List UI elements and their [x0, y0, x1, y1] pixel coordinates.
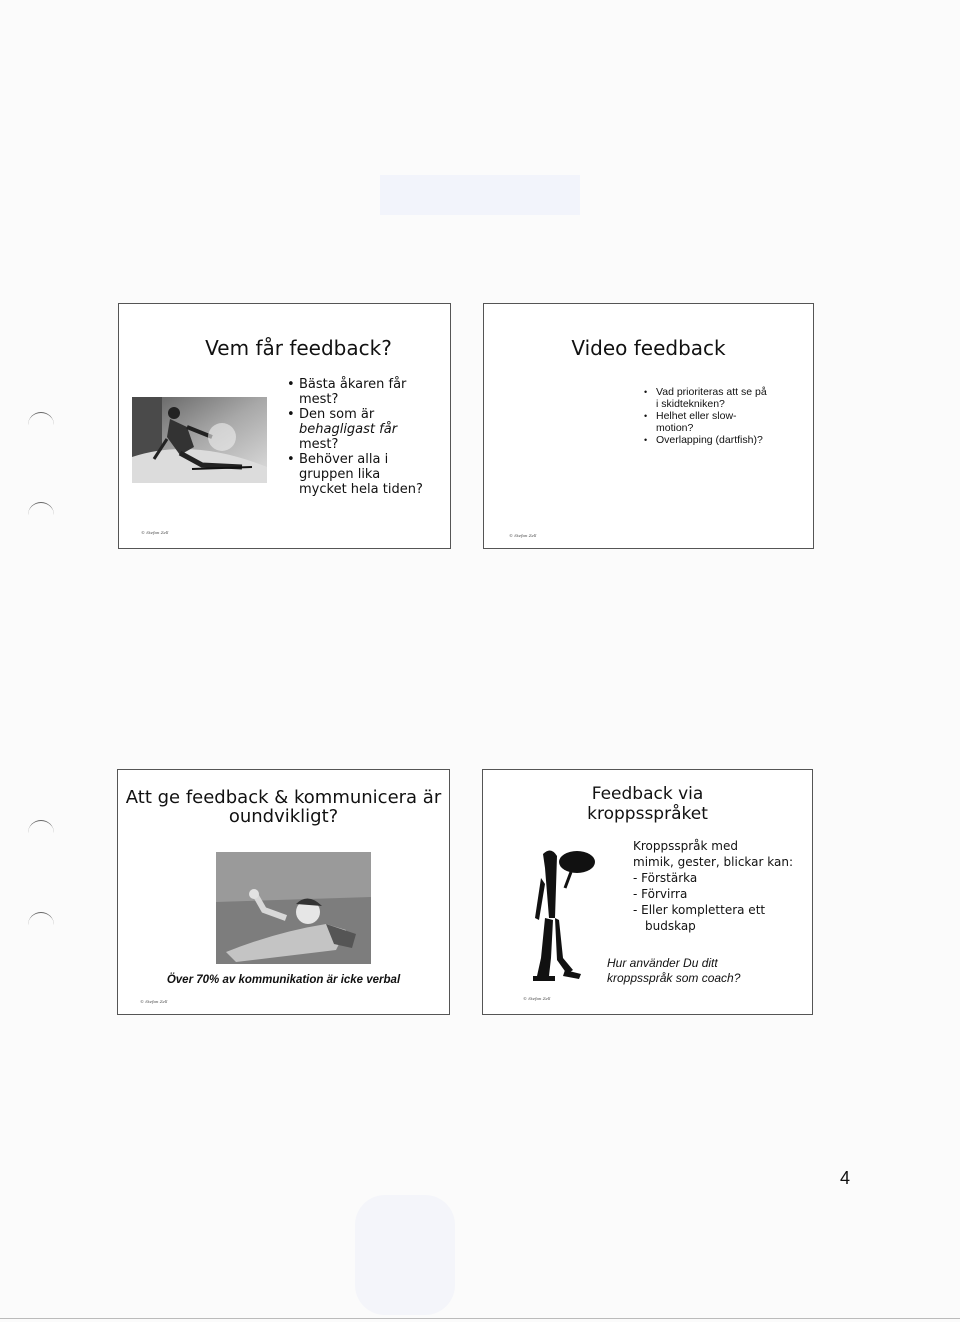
slide-4 — [482, 769, 813, 1015]
skier-photo — [132, 397, 267, 483]
punch-hole-mark — [28, 412, 54, 427]
caption: Över 70% av kommunikation är icke verbal — [166, 974, 401, 986]
copyright: © Stefan Zell — [140, 999, 168, 1004]
slide-3 — [117, 769, 450, 1015]
bullet-item: • Helhet eller slow- motion? — [642, 410, 767, 434]
bullet-item: • Behöver alla i gruppen lika mycket hela tiden? — [287, 452, 423, 497]
slide-title: Video feedback — [571, 336, 726, 360]
page-number: 4 — [840, 1168, 851, 1188]
bullet-item: • Overlapping (dartfish)? — [642, 434, 767, 446]
slide-title: Att ge feedback & kommunicera är oundvikligt? — [125, 787, 442, 827]
scan-smudge — [380, 175, 580, 215]
list-item: - Förstärka — [633, 871, 698, 885]
bent-figure-illustration — [521, 848, 601, 983]
scan-line — [0, 1318, 960, 1319]
slide-2 — [483, 303, 814, 549]
slide-1 — [118, 303, 451, 549]
bullet-list — [642, 386, 767, 446]
copyright: © Stefan Zell — [141, 530, 169, 535]
bullet-item: • Vad prioriteras att se på i skidtekniken? — [642, 386, 767, 410]
person-lying-on-grass-photo — [216, 852, 371, 964]
copyright: © Stefan Zell — [509, 533, 537, 538]
body-text: Kroppsspråk med mimik, gester, blickar kan: - Förstärka - Förvirra - Eller komplettera ett budskap — [633, 839, 793, 933]
list-item: - Eller komplettera ett — [633, 903, 766, 917]
bullet-list — [287, 377, 423, 497]
slide-title: Vem får feedback? — [205, 336, 392, 360]
bullet-item: • Bästa åkaren får mest? — [287, 377, 423, 407]
punch-hole-mark — [28, 820, 54, 835]
list-item: - Förvirra — [633, 887, 688, 901]
bullet-item: • Den som är behagligast får mest? — [287, 407, 423, 452]
copyright: © Stefan Zell — [523, 996, 551, 1001]
punch-hole-mark — [28, 912, 54, 927]
slide-title: Feedback via kroppsspråket — [587, 784, 708, 824]
scan-smudge — [355, 1195, 455, 1315]
question-text: Hur använder Du ditt kroppsspråk som coach? — [607, 956, 741, 985]
punch-hole-mark — [28, 502, 54, 517]
